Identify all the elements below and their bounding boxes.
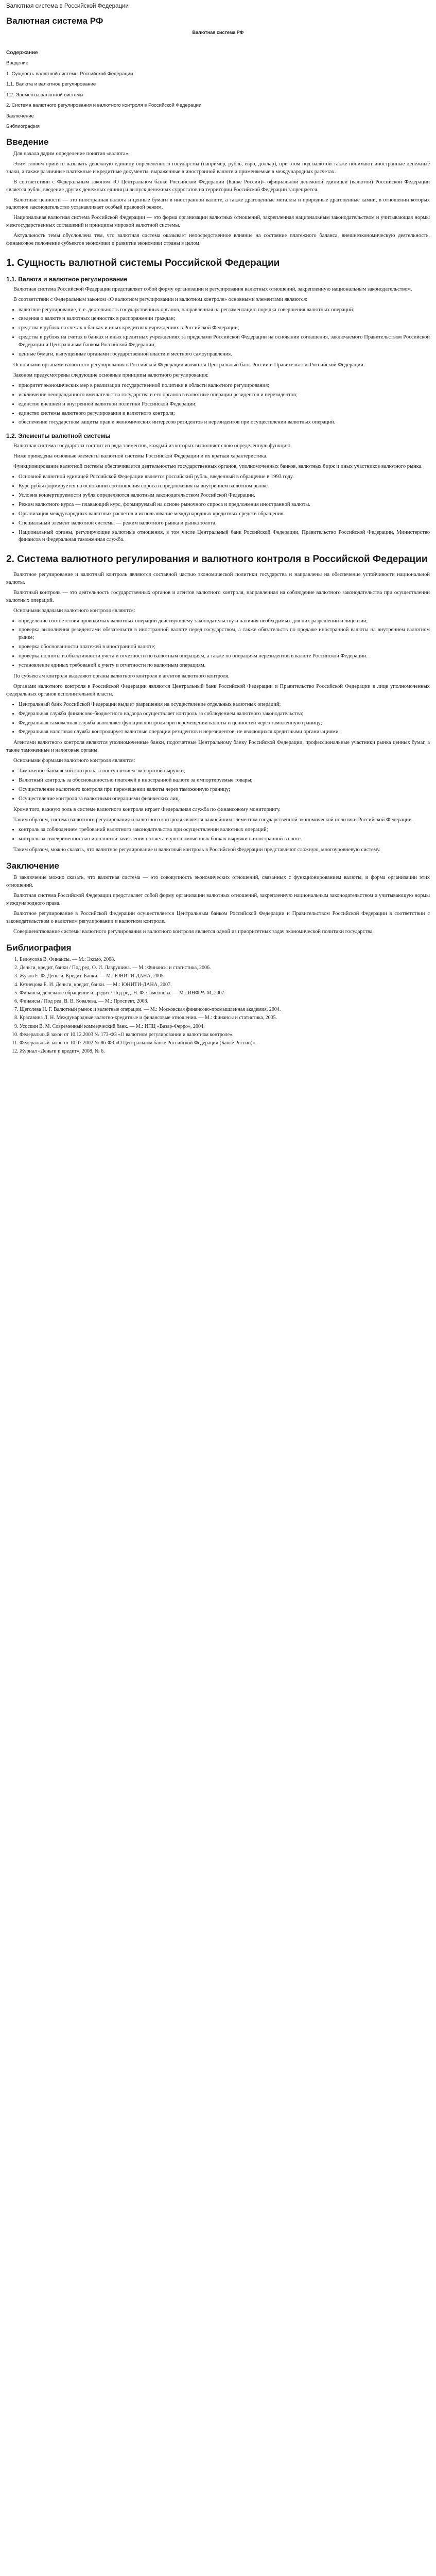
bullet-list	[6, 382, 430, 427]
conclusion-heading: Заключение	[6, 861, 59, 871]
bibliography-item: 12. Журнал «Деньги и кредит», 2008, № 6.	[20, 1048, 430, 1055]
list-item: • Осуществление контроля за валютными операциями физических лиц.	[19, 795, 430, 803]
document-page	[0, 0, 436, 1069]
list-item: • установление единых требований к учету и отчетности по валютным операциям.	[19, 662, 430, 670]
bibliography-item: 11. Федеральный закон от 10.07.2002 № 86-ФЗ «О Центральном банке Российской Федерации (Банке России)».	[20, 1040, 430, 1047]
bullet-list	[6, 618, 430, 670]
toc-heading: Содержание	[6, 50, 38, 56]
section-1-heading: 1. Сущность валютной системы Российской Федерации	[6, 258, 280, 269]
bibliography-list	[6, 956, 430, 1055]
list-item: • средства в рублях на счетах в банках и иных кредитных учреждениях за пределами Российской Федерации на основании соглашения, заключаемого Правительством Российской Федерации и Центральным банком Российской Федерации;	[19, 334, 430, 349]
paragraph: Валютная система государства состоит из ряда элементов, каждый из которых выполняет свою определенную функцию.	[13, 443, 292, 449]
list-item: • сведения о валюте и валютных ценностях в распоряжении граждан;	[19, 315, 430, 323]
list-item: • Специальный элемент валютной системы — режим валютного рынка и рынка золота.	[19, 520, 430, 528]
intro-heading: Введение	[6, 137, 49, 147]
list-item: • Федеральная служба финансово-бюджетного надзора осуществляет контроль за соблюдением валютного законодательства;	[19, 710, 430, 718]
paragraph: Для начала дадим определение понятия «валюта».	[13, 151, 130, 157]
toc-item[interactable]: Библиография	[6, 124, 40, 130]
list-item: • Основной валютной единицей Российской Федерации является российский рубль, введенный в обращение в 1993 году.	[19, 473, 430, 481]
paragraph: Функционирование валютной системы обеспечивается деятельностью государственных органов, уполномоченных банков, валютных бирж и иных участников валютного рынка.	[13, 464, 423, 470]
list-item: • Осуществление валютного контроля при перемещении валюты через таможенную границу;	[19, 786, 430, 794]
paragraph: Национальная валютная система Российской Федерации — это форма организации валютных отношений, закрепленная национальным законодательством и учитывающая нормы межгосударственных соглашений и принципы мировой валютной системы.	[6, 215, 430, 229]
bullet-list	[6, 473, 430, 544]
paragraph: Основными задачами валютного контроля являются:	[13, 607, 135, 614]
list-item: • контроль за соблюдением требований валютного законодательства при осуществлении валютных операций;	[19, 826, 430, 834]
list-item: • Условия конвертируемости рубля определяются валютным законодательством Российской Федерации.	[19, 492, 430, 500]
bullet-list	[6, 307, 430, 359]
paragraph: Валютное регулирование в Российской Федерации осуществляется Центральным банком Российской Федерации и Правительством Российской Федерации в соответствии с законодательством о валютном регулировании и валютном контроле.	[6, 911, 430, 924]
list-item: • Национальный органы, регулирующие валютные отношения, в том числе Центральный банк Российской Федерации, Правительство Российской Федерации, Министерство финансов и Федеральная таможенная служба.	[19, 529, 430, 545]
paragraph: По субъектам контроля выделяют органы валютного контроля и агентов валютного контроля.	[13, 673, 230, 679]
list-item: • Центральный банк Российской Федерации выдает разрешения на осуществление отдельных валютных операций;	[19, 701, 430, 709]
toc-item[interactable]: 2. Система валютного регулирования и валютного контроля в Российской Федерации	[6, 103, 202, 109]
list-item: • средства в рублях на счетах в банках и иных кредитных учреждениях в Российской Федерации;	[19, 325, 430, 332]
toc-item[interactable]: 1.1. Валюта и валютное регулирование	[6, 81, 96, 88]
paragraph: Законом предусмотрены следующие основные принципы валютного регулирования:	[13, 372, 209, 378]
bibliography-item: 5. Финансы, денежное обращение и кредит / Под ред. Н. Ф. Самсонова. — М.: ИНФРА-М, 2007.	[20, 990, 430, 997]
bibliography-item: 10. Федеральный закон от 10.12.2003 № 173-ФЗ «О валютном регулировании и валютном контроле».	[20, 1031, 430, 1039]
bibliography-heading: Библиография	[6, 942, 72, 953]
paragraph: Актуальность темы обусловлена тем, что валютная система оказывает непосредственное влияние на состояние платежного баланса, внешнеэкономическую деятельность, финансовое положение субъектов экономики и развитие экономики страны в целом.	[6, 233, 430, 247]
toc-item[interactable]: Введение	[6, 60, 29, 66]
list-item: • проверка полноты и объективности учета и отчетности по валютным операциям, а также по операциям нерезидентов в валюте Российской Федерации.	[19, 653, 430, 660]
list-item: • определение соответствия проводимых валютных операций действующему законодательству и наличия необходимых для них разрешений и лицензий;	[19, 618, 430, 625]
bibliography-item: 9. Усоскин В. М. Современный коммерческий банк. — М.: ИПЦ «Вазар-Ферро», 2004.	[20, 1023, 430, 1030]
paragraph: Основными органами валютного регулирования в Российской Федерации являются Центральный банк России и Правительство Российской Федерации.	[13, 362, 365, 368]
paragraph: Органами валютного контроля в Российской Федерации являются Центральный банк Российской Федерации и Правительство Российской Федерации в лице уполномоченных федеральных органов исполнительной власти.	[6, 683, 430, 697]
paragraph: В соответствии с Федеральным законом «О Центральном банке Российской Федерации (Банке России)» официальной денежной единицей (валютой) Российской Федерации является рубль, введение других денежных единиц и выпуск денежных суррогатов на территории Российской Федерации запрещается.	[6, 179, 430, 193]
document-tab-title: Валютная система в Российской Федерации	[6, 3, 129, 9]
bibliography-item: 2. Деньги, кредит, банки / Под ред. О. И. Лаврушина. — М.: Финансы и статистика, 2006.	[20, 964, 430, 972]
list-item: • Федеральная таможенная служба выполняет функции контроля при перемещении валюты и ценностей через таможенную границу;	[19, 720, 430, 727]
paragraph: Таким образом, система валютного регулирования и валютного контроля является важнейшим элементом государственной экономической политики Российской Федерации.	[13, 817, 413, 823]
paragraph: Основными формами валютного контроля являются:	[13, 758, 135, 764]
bibliography-item: 8. Красавина Л. Н. Международные валютно-кредитные и финансовые отношения. — М.: Финансы и статистика, 2005.	[20, 1014, 430, 1022]
paragraph: Валютное регулирование и валютный контроль являются составной частью экономической политики государства и направлены на обеспечение устойчивости национальной валюты.	[6, 572, 430, 585]
bibliography-item: 3. Жуков Е. Ф. Деньги. Кредит. Банки. — М.: ЮНИТИ-ДАНА, 2005.	[20, 973, 430, 980]
document-subtitle: Валютная система РФ	[192, 30, 244, 36]
paragraph: Валютная система Российской Федерации представляет собой форму организации и регулирования валютных отношений, закрепленную национальным законодательством.	[13, 286, 412, 292]
paragraph: Таким образом, можно сказать, что валютное регулирование и валютный контроль в Российской Федерации представляют сложную, многоуровневую систему.	[13, 847, 381, 853]
bullet-list	[6, 701, 430, 737]
paragraph: Агентами валютного контроля являются уполномоченные банки, подотчетные Центральному банку Российской Федерации, профессиональные участники рынка ценных бумаг, а также таможенные и налоговые органы.	[6, 740, 430, 754]
paragraph: В соответствии с Федеральным законом «О валютном регулировании и валютном контроле» основными элементами являются:	[13, 296, 308, 302]
subsection-1-2-heading: 1.2. Элементы валютной системы	[6, 432, 111, 440]
toc-item[interactable]: 1.2. Элементы валютной системы	[6, 92, 83, 98]
bibliography-item: 7. Щеголева Н. Г. Валютный рынок и валютные операции. — М.: Московская финансово-промышленная академия, 2004.	[20, 1006, 430, 1013]
list-item: • контроль за своевременностью и полнотой зачисления на счета в уполномоченных банках выручки в иностранной валюте.	[19, 836, 430, 843]
list-item: • единство системы валютного регулирования и валютного контроля;	[19, 410, 430, 418]
list-item: • валютное регулирование, т. е. деятельность государственных органов, направленная на регламентацию порядка совершения валютных операций;	[19, 307, 430, 314]
list-item: • Валютный контроль за обоснованностью платежей в иностранной валюте за импортируемые товары;	[19, 777, 430, 785]
table-of-contents	[6, 49, 430, 130]
list-item: • Федеральная налоговая служба контролирует валютные операции резидентов и нерезидентов, не являющихся кредитными организациями.	[19, 728, 430, 736]
paragraph: Совершенствование системы валютного регулирования и валютного контроля является одной из приоритетных задач экономической политики государства.	[13, 928, 374, 935]
paragraph: Кроме того, важную роль в системе валютного контроля играет Федеральная служба по финансовому мониторингу.	[13, 806, 281, 812]
list-item: • Режим валютного курса — плавающий курс, формируемый на основе рыночного спроса и предложения иностранной валюты.	[19, 501, 430, 509]
list-item: • проверка обоснованности платежей в иностранной валюте;	[19, 643, 430, 651]
toc-item[interactable]: Заключение	[6, 113, 34, 119]
section-2-heading: 2. Система валютного регулирования и валютного контроля в Российской Федерации	[6, 554, 428, 565]
paragraph: Этим словом принято называть денежную единицу определенного государства (например, рубль, евро, доллар), при этом под валютой также понимают иностранные денежные знаки, а также различные платежные и кредитные документы, выраженные в иностранной валюте и применяемые в международных расчетах.	[6, 161, 430, 175]
bibliography-item: 1. Белоусова В. Финансы. — М.: Эксмо, 2008.	[20, 956, 430, 963]
bullet-list	[6, 826, 430, 843]
list-item: • приоритет экономических мер в реализации государственной политики в области валютного регулирования;	[19, 382, 430, 390]
paragraph: Валютная система Российской Федерации представляет собой форму организации валютных отношений, закрепленную национальным законодательством и учитывающую нормы международного права.	[6, 893, 430, 907]
list-item: • исключение неоправданного вмешательства государства и его органов в валютные операции резидентов и нерезидентов;	[19, 392, 430, 399]
list-item: • обеспечение государством защиты прав и экономических интересов резидентов и нерезидентов при осуществлении валютных операций.	[19, 419, 430, 427]
bibliography-item: 6. Финансы / Под ред. В. В. Ковалева. — М.: Проспект, 2008.	[20, 998, 430, 1005]
paragraph: Валютный контроль — это деятельность государственных органов и агентов валютного контроля, направленная на соблюдение валютного законодательства при осуществлении валютных операций.	[6, 589, 430, 603]
list-item: • ценные бумаги, выпущенные органами государственной власти и местного самоуправления.	[19, 351, 430, 359]
list-item: • Таможенно-банковский контроль за поступлением экспортной выручки;	[19, 768, 430, 775]
list-item: • проверка выполнения резидентами обязательств в иностранной валюте перед государством, а также обязательств по продаже иностранной валюты на внутреннем валютном рынке;	[19, 626, 430, 642]
paragraph: Валютные ценности — это иностранная валюта и ценные бумаги в иностранной валюте, а также драгоценные металлы и природные драгоценные камни, в отношении которых валютное законодательство устанавливает особый правовой режим.	[6, 197, 430, 211]
paragraph: В заключение можно сказать, что валютная система — это совокупность экономических отношений, связанных с функционированием валюты, и форма организации этих отношений.	[6, 875, 430, 889]
document-title: Валютная система РФ	[6, 16, 103, 26]
list-item: • Курс рубля формируется на основании соотношения спроса и предложения на внутреннем валютном рынке.	[19, 483, 430, 490]
list-item: • единство внешней и внутренней валютной политики Российской Федерации;	[19, 401, 430, 409]
subsection-1-1-heading: 1.1. Валюта и валютное регулирование	[6, 275, 128, 283]
list-item: • Организация международных валютных расчетов и использование международных кредитных средств обращения.	[19, 511, 430, 518]
toc-item[interactable]: 1. Сущность валютной системы Российской Федерации	[6, 71, 133, 77]
bibliography-item: 4. Кузнецова Е. И. Деньги, кредит, банки. — М.: ЮНИТИ-ДАНА, 2007.	[20, 981, 430, 989]
bullet-list	[6, 768, 430, 803]
paragraph: Ниже приведены основные элементы валютной системы Российской Федерации и их краткая характеристика.	[13, 453, 268, 460]
